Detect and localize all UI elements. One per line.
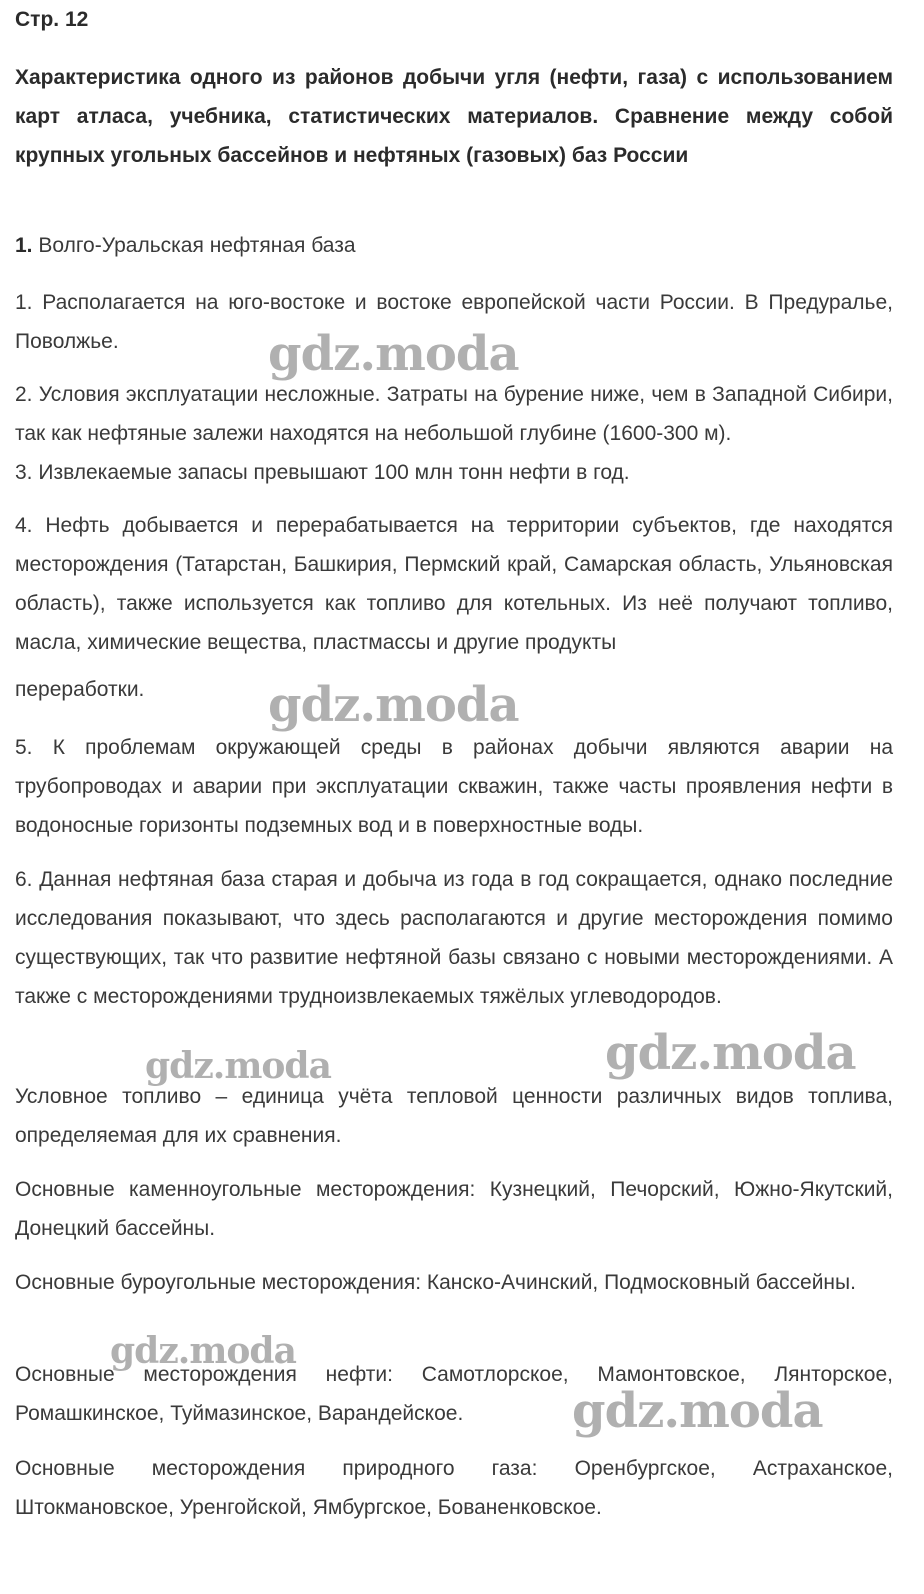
- section-number: 1.: [15, 234, 33, 257]
- watermark: gdz.moda: [572, 1383, 823, 1439]
- task-heading: Характеристика одного из районов добычи угля (нефти, газа) с использованием карт атласа, учебника, статистических материалов. Сравнение между собой крупных угольных бассейнов и нефтяных (газовых) баз России: [15, 66, 893, 167]
- section-title: [15, 230, 356, 262]
- definition-paragraph: Условное топливо – единица учёта тепловой ценности различных видов топлива, определяемая для их сравнения.: [15, 1085, 893, 1147]
- watermark: gdz.moda: [605, 1025, 856, 1081]
- watermark: gdz.moda: [110, 1330, 296, 1372]
- gas-deposits-paragraph: Основные месторождения природного газа: Оренбургское, Астраханское, Штокмановское, Уренгойской, Ямбургское, Бованенковское.: [15, 1457, 893, 1519]
- watermark: gdz.moda: [268, 677, 519, 733]
- paragraph-2: 2. Условия эксплуатации несложные. Затраты на бурение ниже, чем в Западной Сибири, так как нефтяные залежи находятся на небольшой глубине (1600-300 м).: [15, 383, 893, 445]
- paragraph-6: 6. Данная нефтяная база старая и добыча из года в год сокращается, однако последние исследования показывают, что здесь располагаются и другие месторождения помимо существующих, так что развитие нефтяной базы связано с новыми месторождениями. А также с месторождениями трудноизвлекаемых тяжёлых углеводородов.: [15, 868, 893, 1008]
- page-number: Стр. 12: [15, 8, 89, 31]
- paragraph-4-continued: переработки.: [15, 678, 145, 701]
- coal-deposits-paragraph: Основные каменноугольные месторождения: Кузнецкий, Печорский, Южно-Якутский, Донецкий бассейны.: [15, 1178, 893, 1240]
- lignite-deposits-paragraph: Основные буроугольные месторождения: Канско-Ачинский, Подмосковный бассейны.: [15, 1271, 856, 1294]
- paragraph-3: 3. Извлекаемые запасы превышают 100 млн тонн нефти в год.: [15, 461, 630, 484]
- paragraph-5: 5. К проблемам окружающей среды в районах добычи являются аварии на трубопроводах и аварии при эксплуатации скважин, также часты проявления нефти в водоносные горизонты подземных вод и в поверхностные воды.: [15, 736, 893, 837]
- paragraph-1: 1. Располагается на юго-востоке и востоке европейской части России. В Предуралье, Поволжье.: [15, 291, 893, 353]
- oil-deposits-paragraph: Основные месторождения нефти: Самотлорское, Мамонтовское, Лянторское, Ромашкинское, Туймазинское, Варандейское.: [15, 1363, 893, 1425]
- watermark: gdz.moda: [268, 326, 519, 382]
- paragraph-4: 4. Нефть добывается и перерабатывается на территории субъектов, где находятся месторождения (Татарстан, Башкирия, Пермский край, Самарская область, Ульяновская область), также используется как топливо для котельных. Из неё получают топливо, масла, химические вещества, пластмассы и другие продукты: [15, 514, 893, 654]
- watermark: gdz.moda: [145, 1045, 331, 1087]
- section-title-text: Волго-Уральская нефтяная база: [38, 234, 356, 257]
